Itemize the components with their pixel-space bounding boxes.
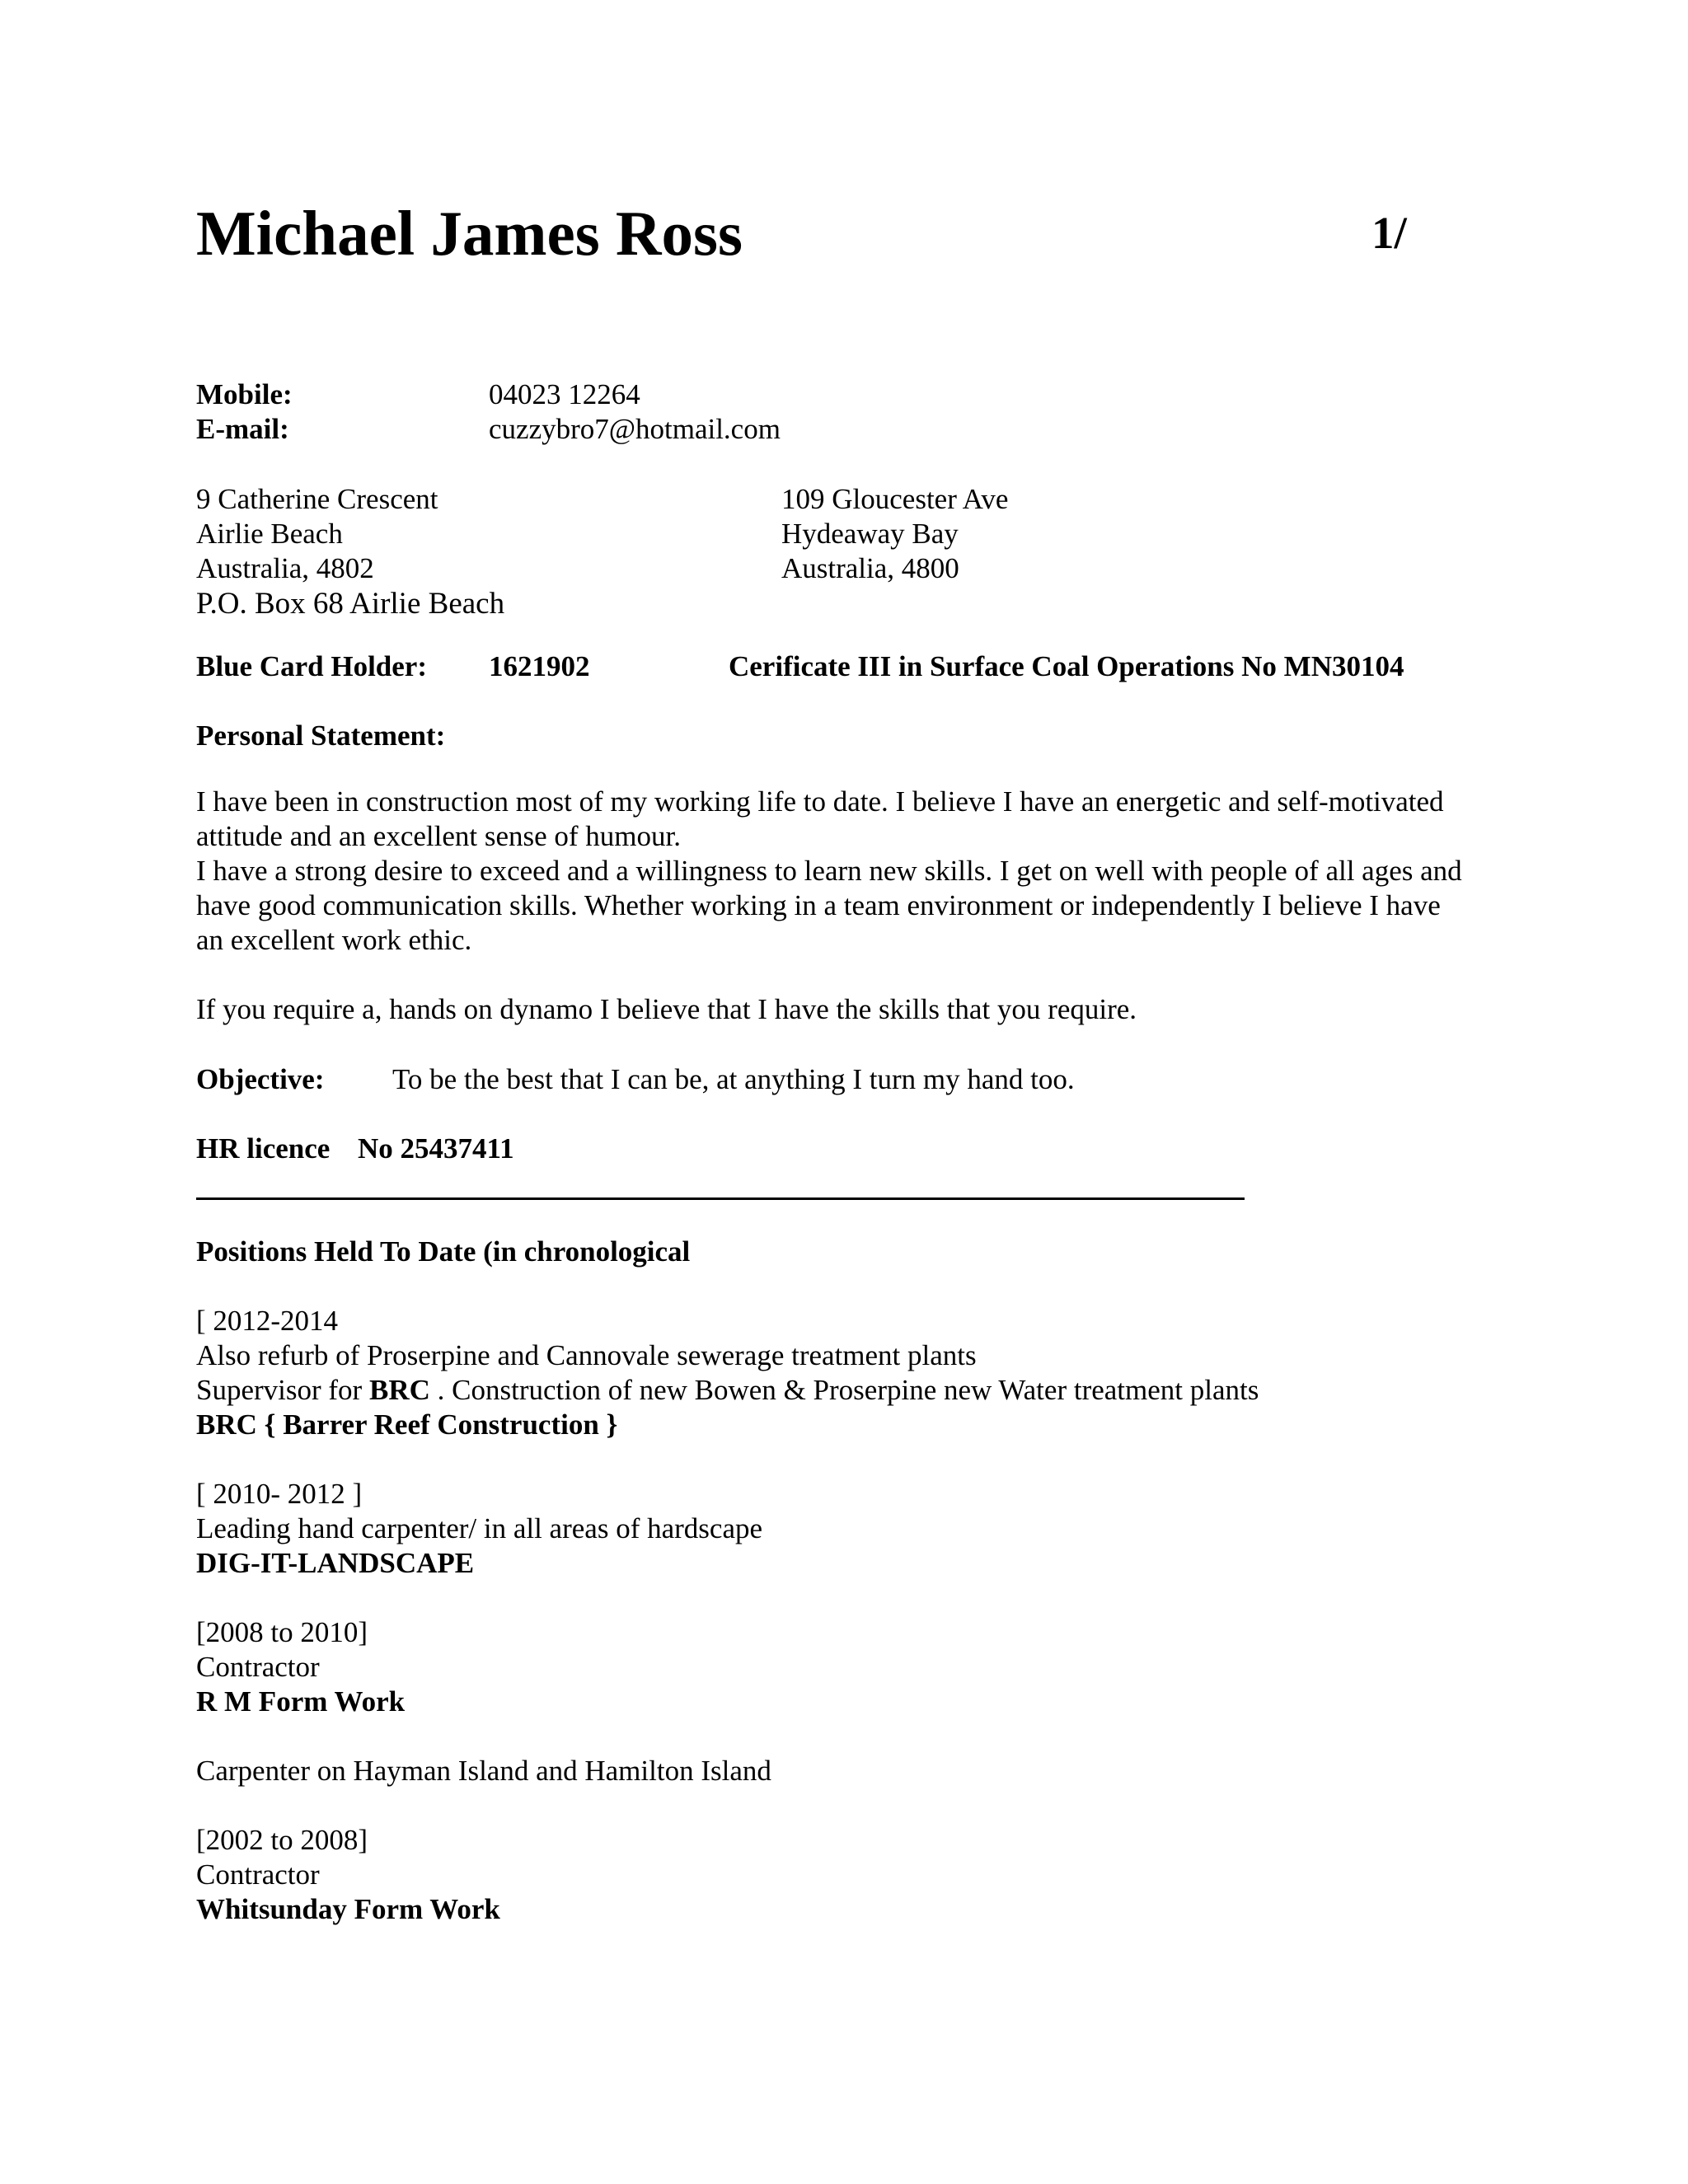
objective-label: Objective: (196, 1063, 325, 1095)
job1-line2 (196, 1373, 1259, 1408)
job1-line2-brc: BRC (368, 1374, 430, 1406)
certificate: Cerificate III in Surface Coal Operations No MN30104 (729, 650, 1404, 682)
blue-card-label: Blue Card Holder: (196, 650, 427, 682)
section-divider (196, 1197, 1245, 1200)
job2-company: DIG-IT-LANDSCAPE (196, 1547, 475, 1579)
address-left-line2: Airlie Beach (196, 518, 343, 550)
address-left-line1: 9 Catherine Crescent (196, 483, 438, 515)
job1-line1: Also refurb of Proserpine and Cannovale sewerage treatment plants (196, 1339, 977, 1371)
personal-statement-paragraph-1: I have been in construction most of my working life to date. I believe I have an energetic and self-motivated attitude and an excellent sense of humour. (196, 785, 1444, 852)
address-left-line4: P.O. Box 68 Airlie Beach (196, 587, 505, 621)
job4-dates: [2002 to 2008] (196, 1824, 368, 1856)
address-right-line3: Australia, 4800 (781, 552, 959, 584)
email-value: cuzzybro7@hotmail.com (489, 413, 781, 445)
positions-heading: Positions Held To Date (in chronological (196, 1235, 691, 1268)
personal-statement-paragraph-3: If you require a, hands on dynamo I believe that I have the skills that you require. (196, 993, 1137, 1025)
job3-dates: [2008 to 2010] (196, 1616, 368, 1648)
licence-number: No 25437411 (358, 1132, 514, 1165)
email-label: E-mail: (196, 413, 289, 445)
candidate-name: Michael James Ross (196, 198, 743, 269)
job1-company: BRC { Barrer Reef Construction } (196, 1408, 618, 1441)
job4-company: Whitsunday Form Work (196, 1893, 500, 1925)
objective-text: To be the best that I can be, at anything I turn my hand too. (392, 1063, 1075, 1095)
job2-role: Leading hand carpenter/ in all areas of hardscape (196, 1512, 763, 1544)
page-number: 1/ (1372, 208, 1407, 258)
job2-dates: [ 2010- 2012 ] (196, 1478, 363, 1510)
address-left-line3: Australia, 4802 (196, 552, 374, 584)
address-right-line2: Hydeaway Bay (781, 518, 959, 550)
personal-statement-heading: Personal Statement: (196, 719, 446, 752)
mobile-value: 04023 12264 (489, 378, 640, 410)
job1-dates: [ 2012-2014 (196, 1305, 339, 1337)
job4-role: Contractor (196, 1858, 320, 1891)
job3-note: Carpenter on Hayman Island and Hamilton Island (196, 1755, 771, 1787)
job3-company: R M Form Work (196, 1685, 406, 1718)
job3-role: Contractor (196, 1651, 320, 1683)
job1-line2-prefix: Supervisor for (196, 1374, 369, 1406)
address-right-line1: 109 Gloucester Ave (781, 483, 1009, 515)
job1-line2-suffix: . Construction of new Bowen & Proserpine new Water treatment plants (429, 1374, 1259, 1406)
blue-card-number: 1621902 (489, 650, 590, 682)
mobile-label: Mobile: (196, 378, 293, 410)
personal-statement-paragraph-2: I have a strong desire to exceed and a willingness to learn new skills. I get on well with people of all ages and have good communication skills. Whether working in a team environment or independently I believe I have an excellent work ethic. (196, 855, 1462, 956)
licence-label: HR licence (196, 1132, 331, 1165)
